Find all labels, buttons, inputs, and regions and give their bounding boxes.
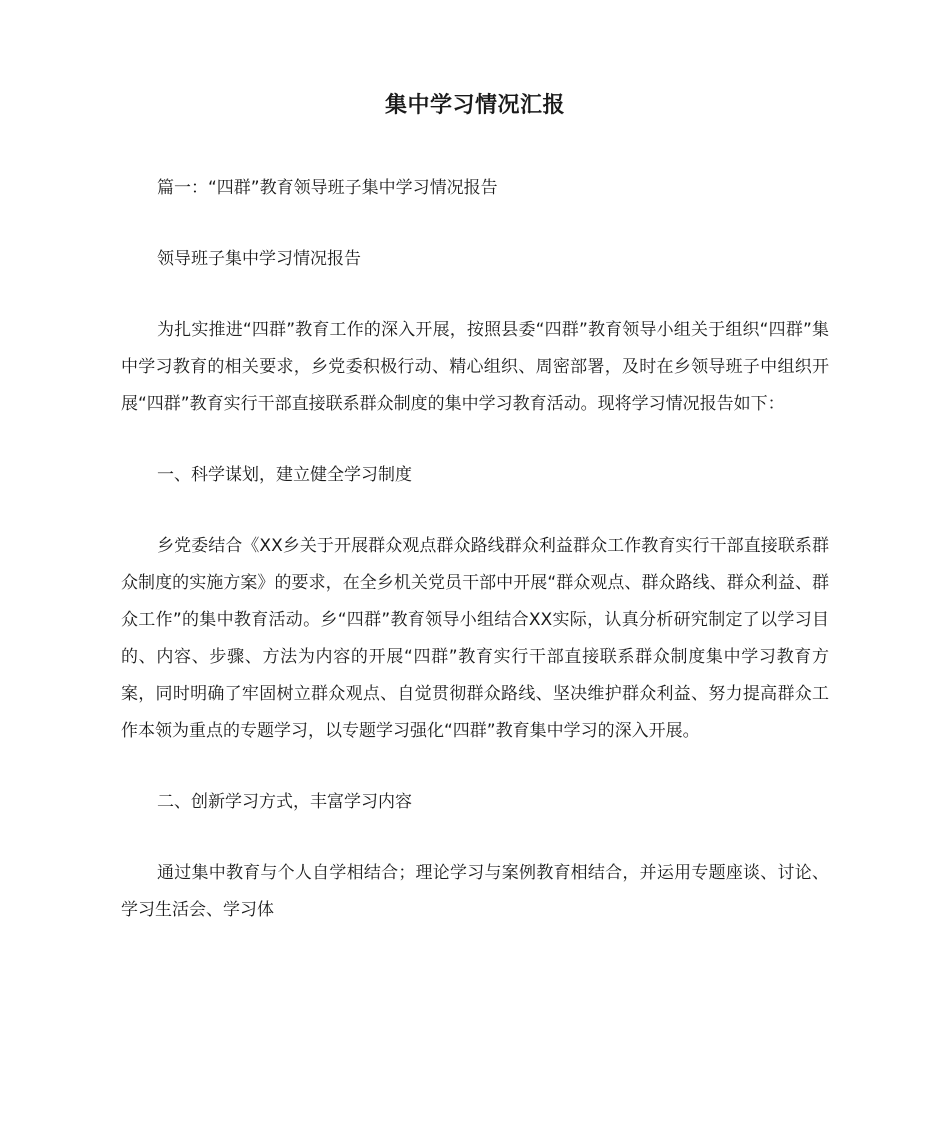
- section-heading-2: 二、创新学习方式，丰富学习内容: [157, 792, 412, 812]
- paragraph-section-2: 通过集中教育与个人自学相结合；理论学习与案例教育相结合，并运用专题座谈、讨论、学习生活会、学习体: [121, 863, 829, 920]
- paragraph-intro: 为扎实推进“四群”教育工作的深入开展，按照县委“四群”教育领导小组关于组织“四群”集中学习教育的相关要求，乡党委积极行动、精心组织、周密部署，及时在乡领导班子中组织开展“四群”教育实行干部直接联系群众制度的集中学习教育活动。现将学习情况报告如下：: [121, 320, 829, 414]
- paragraph-section-1: 乡党委结合《XX乡关于开展群众观点群众路线群众利益群众工作教育实行干部直接联系群众制度的实施方案》的要求，在全乡机关党员干部中开展“群众观点、群众路线、群众利益、群众工作”的集中教育活动。乡“四群”教育领导小组结合XX实际，认真分析研究制定了以学习目的、内容、步骤、方法为内容的开展“四群”教育实行干部直接联系群众制度集中学习教育方案，同时明确了牢固树立群众观点、自觉贯彻群众路线、坚决维护群众利益、努力提高群众工作本领为重点的专题学习，以专题学习强化“四群”教育集中学习的深入开展。: [121, 536, 829, 741]
- document-body: [121, 170, 829, 929]
- section-heading-1: 一、科学谋划，建立健全学习制度: [157, 465, 412, 485]
- paragraph-article-heading: 篇一：“四群”教育领导班子集中学习情况报告: [157, 178, 498, 198]
- paragraph-report-title: 领导班子集中学习情况报告: [157, 249, 361, 269]
- document-title: 集中学习情况汇报: [384, 93, 565, 118]
